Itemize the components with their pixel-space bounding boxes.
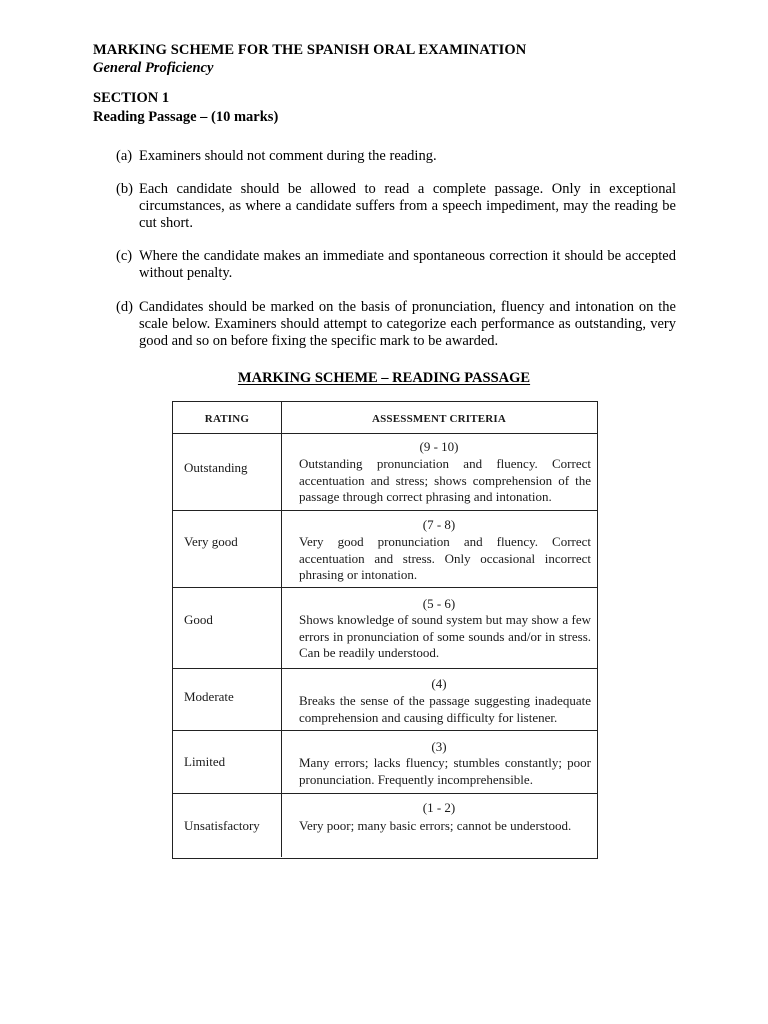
instruction-text: Each candidate should be allowed to read a complete passage. Only in exceptional circumstances, as where a candidate suffers from a speech impediment, may the reading be cut short. [139,181,676,231]
criteria-description: Very good pronunciation and fluency. Correct accentuation and stress. Only occasional incorrect phrasing or intonation. [299,534,591,582]
score-range: (5 - 6) [422,596,456,611]
rating-label: Outstanding [184,460,248,475]
score-range: (3) [431,739,447,754]
table-row [173,587,597,668]
criteria-description: Shows knowledge of sound system but may show a few errors in pronunciation of some sounds and/or in stress. Can be readily understood. [299,612,591,660]
score-range: (7 - 8) [422,517,456,532]
criteria-description: Outstanding pronunciation and fluency. Correct accentuation and stress; shows comprehension of the passage through correct phrasing and intonation. [299,456,591,504]
instruction-text: Examiners should not comment during the reading. [139,148,437,164]
instruction-item [116,181,676,232]
table-header-row [173,402,597,433]
marking-scheme-table [172,401,598,859]
table-heading-text: MARKING SCHEME – READING PASSAGE [237,370,531,386]
instruction-marker: (d) [116,299,133,315]
instruction-item [116,148,676,165]
instruction-item [116,299,676,350]
table-row [173,510,597,587]
instruction-marker: (c) [116,248,133,264]
criteria-description: Breaks the sense of the passage suggesting inadequate comprehension and causing difficulty for listener. [299,693,591,725]
rating-label: Moderate [184,689,234,704]
instruction-marker: (b) [116,181,133,197]
table-row [173,793,597,857]
rating-label: Limited [184,754,226,769]
criteria-description: Very poor; many basic errors; cannot be understood. [299,818,572,833]
instruction-marker: (a) [116,148,133,164]
rating-label: Unsatisfactory [184,818,260,833]
score-range: (4) [431,676,447,691]
table-row [173,433,597,510]
header-assessment-criteria: ASSESSMENT CRITERIA [371,413,507,425]
criteria-description: Many errors; lacks fluency; stumbles constantly; poor pronunciation. Frequently incomprehensible. [299,755,591,787]
document-title: MARKING SCHEME FOR THE SPANISH ORAL EXAMINATION [93,42,527,58]
table-row [173,668,597,730]
section-subheading: Reading Passage – (10 marks) [93,109,279,125]
instruction-text: Where the candidate makes an immediate and spontaneous correction it should be accepted without penalty. [139,248,676,281]
section-heading: SECTION 1 [93,90,170,106]
score-range: (9 - 10) [419,439,459,454]
score-range: (1 - 2) [422,800,456,815]
instruction-item [116,248,676,282]
document-subtitle: General Proficiency [93,60,214,76]
rating-label: Good [184,612,213,627]
table-heading [0,370,768,387]
table-row [173,730,597,793]
instruction-text: Candidates should be marked on the basis of pronunciation, fluency and intonation on the scale below. Examiners should attempt to categorize each performance as outstanding, very good and so on before fixing the specific mark to be awarded. [139,299,676,349]
header-rating: RATING [204,413,250,425]
rating-label: Very good [184,534,238,549]
